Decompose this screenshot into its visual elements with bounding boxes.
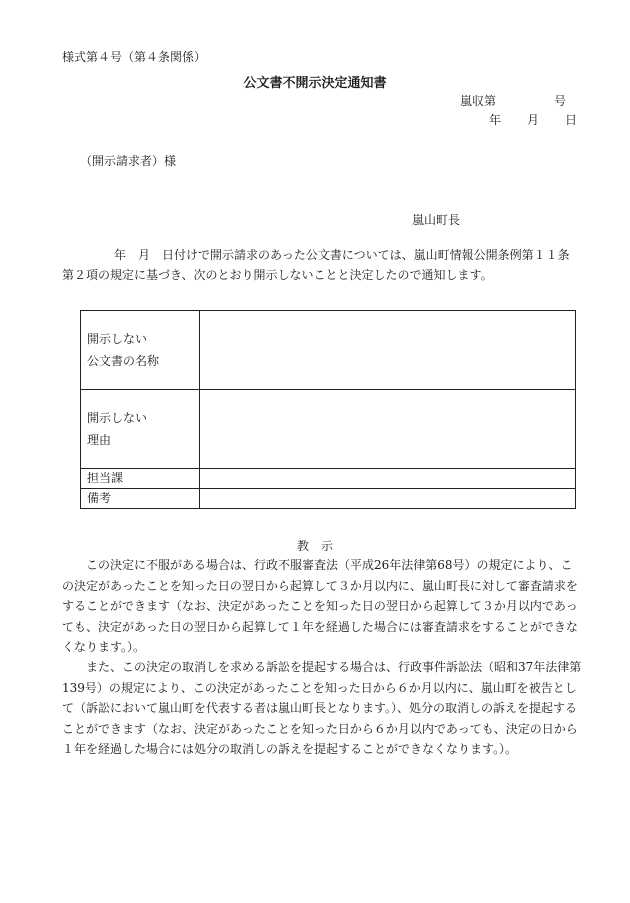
remarks-field (200, 489, 576, 509)
reference-number-suffix: 号 (554, 94, 567, 108)
row-label-reason: 開示しない 理由 (81, 390, 200, 469)
table-row (81, 489, 576, 509)
date-month: 月 (527, 113, 540, 127)
addressee: （開示請求者）様 (80, 154, 177, 168)
row-label-document-name: 開示しない 公文書の名称 (81, 311, 200, 390)
notice-heading: 教 示 (296, 539, 333, 553)
form-number-label: 様式第４号（第４条関係） (62, 50, 207, 64)
row-label-remarks: 備考 (81, 489, 200, 509)
table-row (81, 469, 576, 489)
document-title: 公文書不開示決定通知書 (243, 76, 387, 91)
date-line (489, 111, 577, 128)
department-field (200, 469, 576, 489)
issuer-name: 嵐山町長 (412, 213, 461, 227)
document-name-field (200, 311, 576, 390)
decision-details-table (80, 310, 576, 509)
reason-field (200, 390, 576, 469)
notice-paragraph-appeal: この決定に不服がある場合は、行政不服審査法（平成26年法律第68号）の規定により、この決定があったことを知った日の翌日から起算して３か月以内に、嵐山町長に対して審査請求をすることができます（なお、決定があったことを知った日の翌日から起算して３か月以内であっても、決定があった日の翌日から起算して１年を経過した場合には審査請求をすることができなくなります。）。 (62, 558, 578, 654)
intro-paragraph: 年 月 日付けで開示請求のあった公文書については、嵐山町情報公開条例第１１条第２項の規定に基づき、次のとおり開示しないことと決定したので通知します。 (62, 248, 570, 282)
date-day: 日 (565, 113, 578, 127)
date-year: 年 (489, 113, 502, 127)
table-row (81, 311, 576, 390)
table-row (81, 390, 576, 469)
row-label-department: 担当課 (81, 469, 200, 489)
reference-number-prefix: 嵐収第 (460, 94, 497, 108)
notice-paragraph-lawsuit: また、この決定の取消しを求める訴訟を提起する場合は、行政事件訴訟法（昭和37年法律第139号）の規定により、この決定があったことを知った日から６か月以内に、嵐山町を被告として（訴訟において嵐山町を代表する者は嵐山町長となります。）、処分の取消しの訴えを提起することができます（なお、決定があったことを知った日から６か月以内であっても、決定の日から１年を経過した場合には処分の取消しの訴えを提起することができなくなります。）。 (62, 660, 582, 756)
